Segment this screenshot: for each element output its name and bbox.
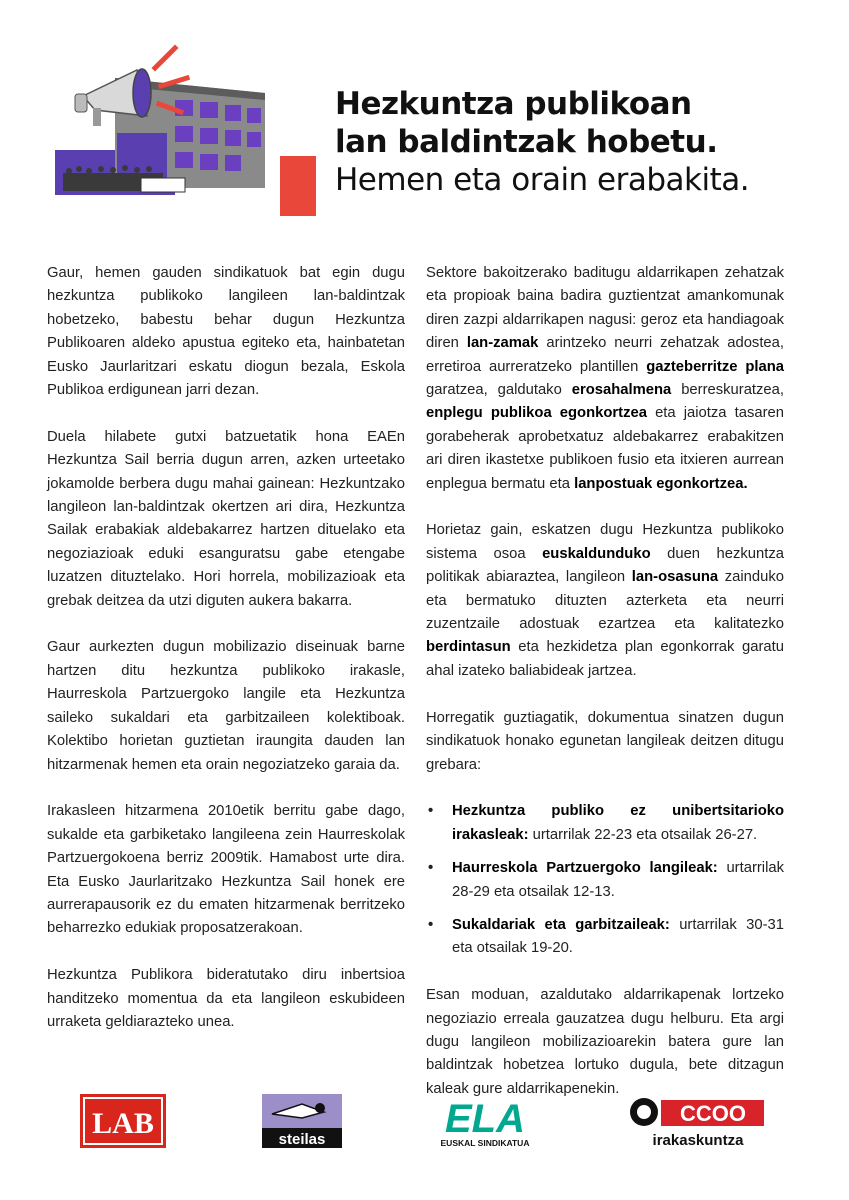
- paragraph: Gaur, hemen gauden sindikatuok bat egin dugu hezkuntza publikoko langileen lan-baldintzak hobetzeko, babestu behar dugun Hezkuntza Publikoaren aldeko apustua egiteko eta, hainbatetan Eusko Jaurlaritzari eskatu diogun bezala, Eskola Publikoa erdigunean jarri dezan.: [47, 265, 405, 399]
- ela-logo: [435, 1094, 535, 1150]
- paragraph-demands: Sektore bakoitzerako baditugu aldarrikapen zehatzak eta propioak baina badira guztientzat amankomunak diren zazpi aldarrikapen nagusi: geroz eta handiagoak diren lan-zamak arintzeko neurri zehatzak adostea, erretiroa aurreratzeko plantillen gazteberritze plana garatzea, galdutako erosahalmena berreskuratzea, enplegu publikoa egonkortzea eta jaiotza tasaren gorabeherak aprobetxatuz aldebakarrez erabakitzen ari diren ikastetxe publikoen fusio eta itxieren aurrean enplegua bermatu eta lanpostuak egonkortzea.: [426, 265, 785, 492]
- steilas-logo: [262, 1094, 342, 1148]
- ccoo-logo: [628, 1094, 766, 1150]
- paragraph: Hezkuntza Publikora bideratutako diru inbertsioa handitzeko momentua da eta langileon eskubideen urraketa geldiarazteko unea.: [47, 967, 405, 1030]
- bold-term: lan-osasuna: [631, 569, 719, 586]
- svg-text:LAB: LAB: [92, 1107, 154, 1140]
- protest-banner: [141, 178, 185, 192]
- list-item: • Haurreskola Partzuergoko langileak: urtarrilak 28-29 eta otsailak 12-13.: [426, 857, 784, 904]
- bullet: •: [428, 916, 434, 933]
- headline-line-3: Hemen eta orain erabakita.: [335, 162, 750, 198]
- headline-line-2: lan baldintzak hobetu.: [335, 124, 718, 160]
- list-item: • Sukaldariak eta garbitzaileak: urtarrilak 30-31 eta otsailak 19-20.: [426, 914, 784, 961]
- paragraph: Duela hilabete gutxi batzuetatik hona EAEn Hezkuntza Sail berria dugun arren, azken urteetako jokamolde berbera dugu mahai gainean: Hezkuntzako langileon lan-baldintzak okertzen ari dira, Hezkuntza Sailak erabakiak aldebakarrez hartzen dituelako eta negoziazioak eduki esanguratsu gabe etengabe luzatzen dituztelako. Hori horrela, mobilizazioak eta grebak deitzea da utzi diguten aukera bakarra.: [47, 428, 405, 609]
- bold-term: gazteberritze plana: [646, 358, 784, 375]
- bold-term: lanpostuak egonkortzea.: [574, 475, 748, 492]
- svg-text:steilas: steilas: [278, 1131, 326, 1148]
- bold-term: erosahalmena: [571, 382, 672, 399]
- left-column: [47, 262, 405, 1058]
- svg-text:EUSKAL SINDIKATUA: EUSKAL SINDIKATUA: [440, 1138, 530, 1148]
- headline-line-1: Hezkuntza publikoan: [335, 86, 692, 122]
- paragraph: Gaur aurkezten dugun mobilizazio diseinuak barne hartzen ditu hezkuntza publikoko irakasle, Haurreskola Partzuergoko langile eta Hezkuntza saileko sukaldari eta garbitzaileen kolektiboak. Kolektibo horietan guztietan iraungita dauden lan hitzarmenak hemen eta orain negoziatzeko garaia da.: [47, 639, 405, 773]
- svg-text:irakaskuntza: irakaskuntza: [652, 1132, 744, 1149]
- strike-dates-list: [426, 800, 784, 960]
- lab-logo: [80, 1094, 166, 1148]
- protest-school-illustration: [55, 38, 317, 218]
- bold-term: berdintasun: [426, 639, 511, 656]
- paragraph: Irakasleen hitzarmena 2010etik berritu gabe dago, sukalde eta garbiketako langileena zein Haurreskolak Partzuergokoena berriz 2009tik. Hamabost urte dira. Eta Eusko Jaurlaritzako Hezkuntza Sail honek ere aurrerapausorik ez du ematen hitzarmenak berritzeko beharrezko edukiak proposatzerakoan.: [47, 803, 405, 937]
- bold-term: enplegu publikoa egonkortzea: [426, 405, 647, 422]
- paragraph-additional-demands: Horietaz gain, eskatzen dugu Hezkuntza publikoko sistema osoa euskaldunduko duen hezkuntza politikak abiaraztea, langileon lan-osasuna zainduko eta bermatuko dituzten azterketa eta neurri zuzentzaile adostuak ezartzea eta kalitatezko berdintasun eta hezkidetza plan egonkorrak garatu ahal izateko baliabideak jartzea.: [426, 522, 784, 679]
- list-item: • Hezkuntza publiko ez unibertsitarioko irakasleak: urtarrilak 22-23 eta otsailak 26-27.: [426, 800, 784, 847]
- headline: [335, 85, 835, 199]
- paragraph: Esan moduan, azaldutako aldarrikapenak lortzeko negoziazio erreala gauzatzea dugu helburu. Eta argi dugu langileon mobilizazioarekin batera gure lan baldintzak hobetzea lortuko dugula, bete ditzagun kaleak gure aldarrikapenekin.: [426, 987, 784, 1097]
- right-column: [426, 262, 784, 1125]
- svg-text:CCOO: CCOO: [680, 1101, 746, 1126]
- bullet: •: [428, 803, 434, 820]
- svg-text:ELA: ELA: [445, 1097, 525, 1141]
- paragraph: Horregatik guztiagatik, dokumentua sinatzen dugun sindikatuok honako egunetan langileak deitzen ditugu grebara:: [426, 709, 784, 773]
- red-accent-block: [280, 156, 316, 216]
- bold-term: euskaldunduko: [542, 545, 651, 562]
- bold-term: lan-zamak: [466, 335, 539, 352]
- bullet: •: [428, 860, 434, 877]
